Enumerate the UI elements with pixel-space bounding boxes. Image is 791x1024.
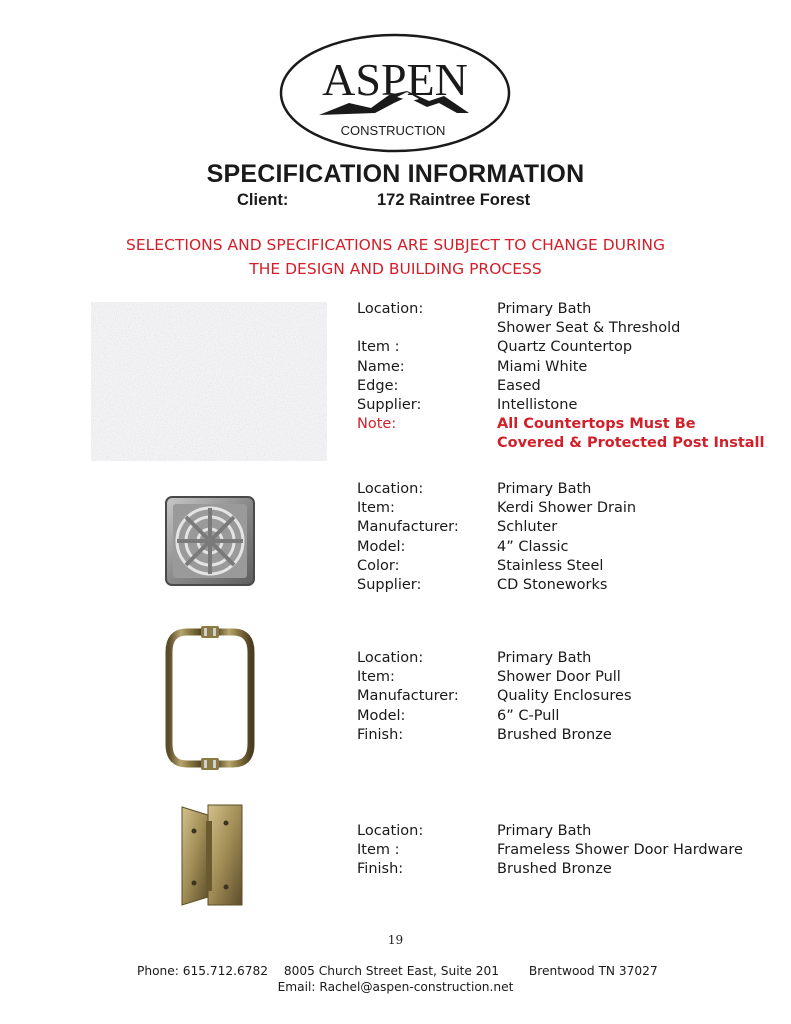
spec-row [357,518,777,537]
spec-row [357,841,777,860]
door-hinge-image [178,801,246,909]
spec-row [357,319,777,338]
spec-row [357,649,777,668]
spec-row [357,480,777,499]
logo-subtext: CONSTRUCTION [340,123,446,138]
spec-value: Stainless Steel [497,557,604,574]
spec-row [357,860,777,879]
spec-block-drain [357,480,777,595]
client-value: 172 Raintree Forest [377,191,531,209]
aspen-logo [279,33,511,153]
spec-value: Shower Door Pull [497,669,621,686]
spec-value: Frameless Shower Door Hardware [497,842,743,859]
spec-row [357,377,777,396]
disclaimer-line-2: THE DESIGN AND BUILDING PROCESS [249,260,542,278]
spec-label: Item : [357,339,400,356]
spec-label: Finish: [357,861,404,878]
spec-label: Finish: [357,726,404,743]
shower-drain-image [164,495,256,587]
spec-label: Supplier: [357,396,422,413]
spec-value: Intellistone [497,396,578,413]
spec-value: 4” Classic [497,538,569,555]
spec-value: Quality Enclosures [497,688,632,705]
spec-block-door-pull [357,649,777,745]
spec-row [357,538,777,557]
spec-label: Location: [357,650,424,666]
spec-label: Location: [357,301,424,317]
spec-block-quartz [357,300,777,454]
spec-row [357,557,777,576]
spec-row [357,576,777,595]
spec-value: Primary Bath [497,481,592,497]
note-row [357,415,777,434]
quartz-countertop-image [91,302,327,461]
spec-row [357,822,777,841]
spec-label: Edge: [357,377,399,394]
footer-contact-line [137,964,658,978]
spec-label: Manufacturer: [357,519,459,536]
note-label: Note: [357,416,397,433]
spec-label: Item: [357,500,395,517]
spec-row [357,668,777,687]
spec-value: 6” C-Pull [497,707,560,724]
spec-value: Brushed Bronze [497,861,612,878]
spec-value: Primary Bath [497,650,592,666]
note-text-line-1: All Countertops Must Be [497,416,696,433]
spec-value: Primary Bath [497,301,592,317]
footer-email[interactable]: Email: Rachel@aspen-construction.net [277,980,514,994]
note-row [357,434,777,453]
door-pull-image [163,622,257,774]
page-number: 19 [387,933,404,947]
spec-label: Item : [357,842,400,859]
spec-block-hinge [357,822,777,880]
spec-value: Schluter [497,519,558,536]
spec-value: Brushed Bronze [497,726,612,743]
spec-label: Model: [357,538,406,555]
spec-row [357,300,777,319]
spec-label: Name: [357,358,405,375]
note-text-line-2: Covered & Protected Post Install [497,435,765,452]
spec-label: Location: [357,481,424,497]
spec-row [357,396,777,415]
spec-row [357,358,777,377]
spec-label: Item: [357,669,395,686]
spec-label: Supplier: [357,576,422,593]
spec-row [357,707,777,726]
client-label: Client: [237,191,289,209]
spec-label: Color: [357,557,400,574]
spec-value: Eased [497,377,541,394]
spec-row [357,338,777,357]
disclaimer-line-1: SELECTIONS AND SPECIFICATIONS ARE SUBJECT TO CHANGE DURING [126,236,665,254]
spec-value: Shower Seat & Threshold [497,320,681,337]
spec-value: Miami White [497,358,588,375]
spec-value: CD Stoneworks [497,576,608,593]
spec-row [357,687,777,706]
spec-value: Kerdi Shower Drain [497,500,637,517]
spec-value: Quartz Countertop [497,339,633,356]
spec-value: Primary Bath [497,823,592,839]
page-title: SPECIFICATION INFORMATION [206,160,585,188]
spec-label: Manufacturer: [357,688,459,705]
footer-city: Brentwood TN 37027 [528,964,658,978]
spec-label: Location: [357,823,424,839]
footer-address: 8005 Church Street East, Suite 201 [283,964,500,978]
spec-row [357,499,777,518]
logo-text: ASPEN [322,54,468,105]
spec-row [357,726,777,745]
spec-label [357,319,497,338]
footer-phone: Phone: 615.712.6782 [137,964,269,978]
spec-label: Model: [357,707,406,724]
